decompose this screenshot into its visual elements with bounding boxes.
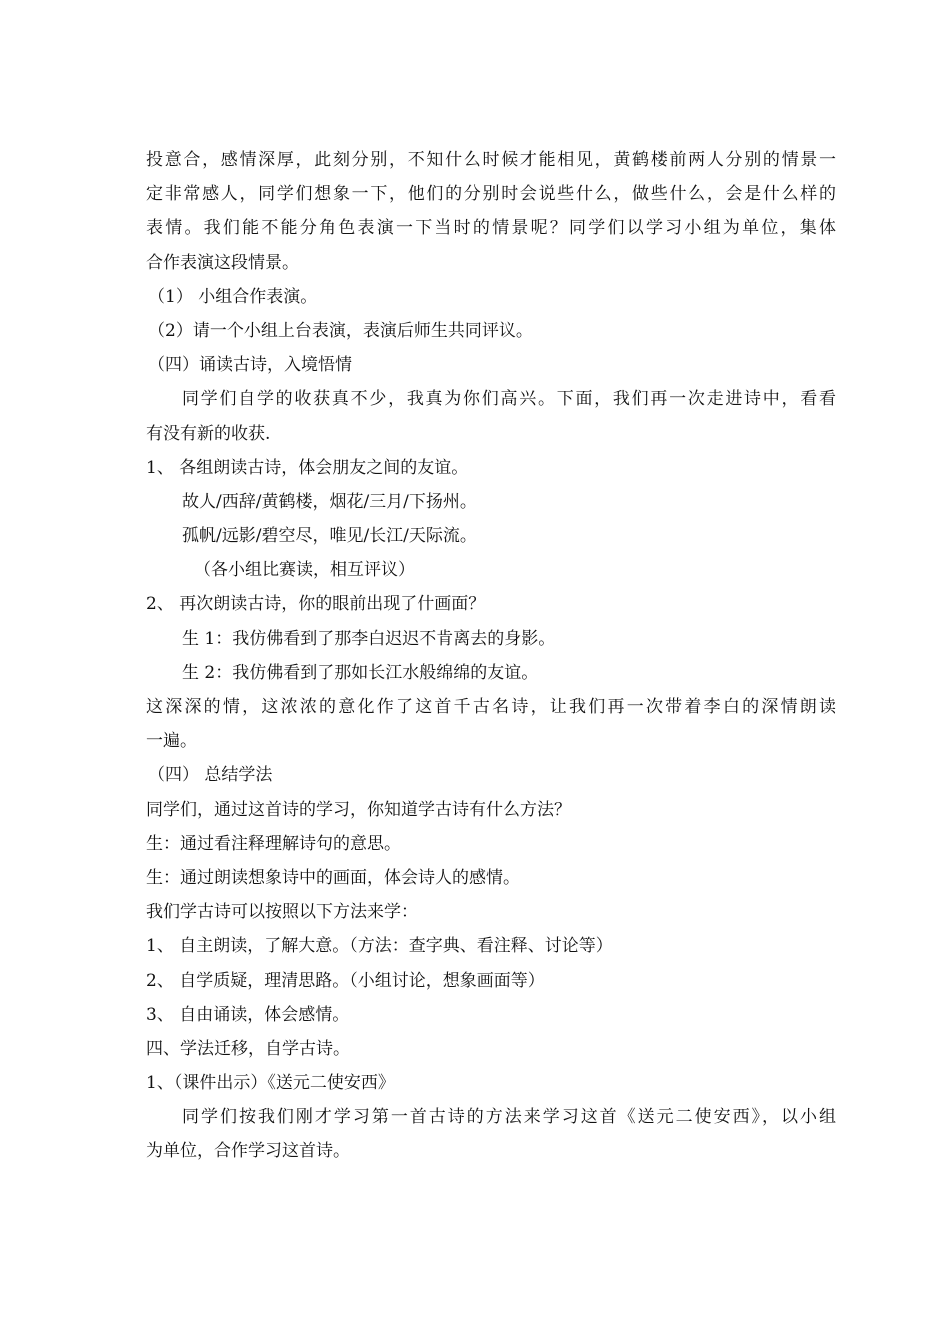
list-item: 3、 自由诵读，体会感情。 [146,1004,350,1025]
list-item: 1、 自主朗读，了解大意。（方法：查字典、看注释、讨论等） [146,936,613,957]
list-item: 1、（课件出示）《送元二使安西》 [146,1073,395,1094]
paragraph-line: 有没有新的收获. [146,423,271,444]
paragraph-line: 我们学古诗可以按照以下方法来学： [146,902,418,923]
document-body [146,143,836,1169]
paragraph-line: 一遍。 [146,731,197,752]
list-item: 2、 再次朗读古诗，你的眼前出现了什画面？ [146,594,486,615]
section-heading: （四） 总结学法 [148,765,273,786]
paragraph-line: 表情。我们能不能分角色表演一下当时的情景呢？同学们以学习小组为单位，集体 [146,218,836,239]
poem-line: 孤帆/远影/碧空尽，唯见/长江/天际流。 [182,526,477,547]
student-answer: 生 2：我仿佛看到了那如长江水般绵绵的友谊。 [182,662,539,683]
paragraph-line: 同学们按我们刚才学习第一首古诗的方法来学习这首《送元二使安西》，以小组 [182,1107,836,1128]
paragraph-line: 同学们，通过这首诗的学习，你知道学古诗有什么方法？ [146,799,571,820]
paragraph-line: 同学们自学的收获真不少，我真为你们高兴。下面，我们再一次走进诗中，看看 [182,389,836,410]
student-answer: 生：通过朗读想象诗中的画面，体会诗人的感情。 [146,867,520,888]
paragraph-line: 投意合，感情深厚，此刻分别，不知什么时候才能相见，黄鹤楼前两人分别的情景一 [146,150,836,170]
student-answer: 生 1：我仿佛看到了那李白迟迟不肯离去的身影。 [182,628,556,649]
section-heading: （四）诵读古诗，入境悟情 [148,355,352,376]
list-item: （2）请一个小组上台表演，表演后师生共同评议。 [148,320,533,341]
list-item: 2、 自学质疑，理清思路。（小组讨论，想象画面等） [146,970,545,991]
note-line: （各小组比赛读，相互评议） [194,560,415,581]
list-item: （1） 小组合作表演。 [148,286,318,307]
student-answer: 生：通过看注释理解诗句的意思。 [146,833,401,854]
poem-line: 故人/西辞/黄鹤楼，烟花/三月/下扬州。 [182,491,477,512]
list-item: 1、 各组朗读古诗，体会朋友之间的友谊。 [146,457,469,478]
paragraph-line: 定非常感人，同学们想象一下，他们的分别时会说些什么，做些什么，会是什么样的 [146,184,836,205]
paragraph-line: 这深深的情，这浓浓的意化作了这首千古名诗，让我们再一次带着李白的深情朗读 [146,697,836,717]
paragraph-line: 为单位，合作学习这首诗。 [146,1141,350,1162]
section-heading: 四、学法迁移，自学古诗。 [146,1038,350,1059]
paragraph-line: 合作表演这段情景。 [146,252,299,273]
